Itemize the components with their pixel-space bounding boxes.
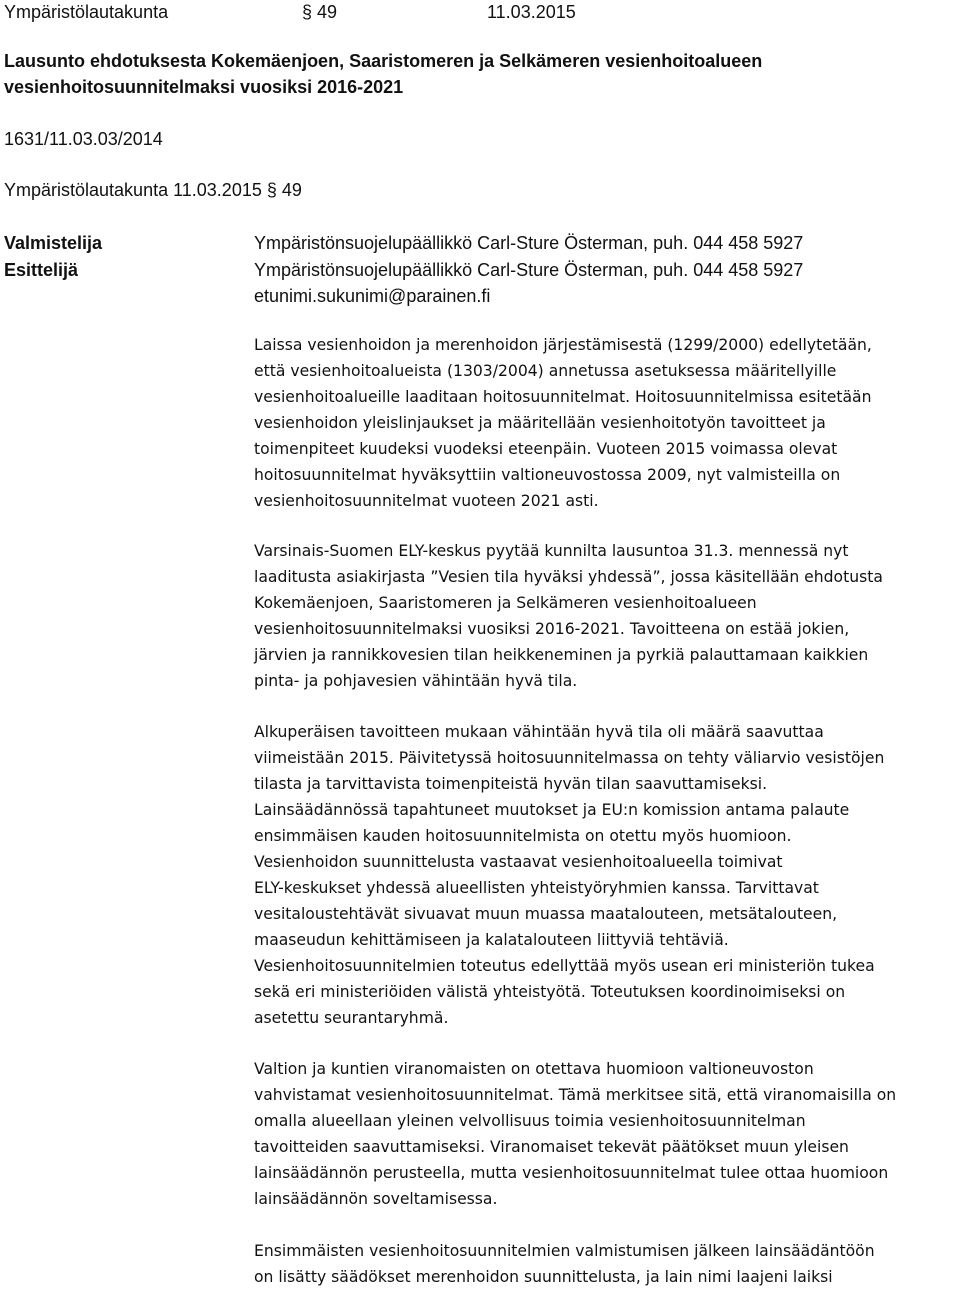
paragraph-line: vesitaloustehtävät sivuavat muun muassa maatalouteen, metsätalouteen, [254, 905, 838, 923]
preparer-value: Ympäristönsuojelupäällikkö Carl-Sture Österman, puh. 044 458 5927 [254, 233, 804, 253]
paragraph-line: vesienhoidon yleislinjaukset ja määritellään vesienhoitotyön tavoitteet ja [254, 414, 826, 432]
meeting-reference: Ympäristölautakunta 11.03.2015 § 49 [4, 180, 302, 200]
paragraph-line: tavoitteiden saavuttamiseksi. Viranomaiset tekevät päätökset muun yleisen [254, 1138, 849, 1156]
header-department: Ympäristölautakunta [4, 2, 169, 22]
paragraph-line: ELY-keskukset yhdessä alueellisten yhteistyöryhmien kanssa. Tarvittavat [254, 879, 819, 897]
paragraph-line: Kokemäenjoen, Saaristomeren ja Selkämeren vesienhoitoalueen [254, 594, 757, 612]
paragraph-line: Varsinais-Suomen ELY-keskus pyytää kunnilta lausuntoa 31.3. mennessä nyt [254, 542, 849, 560]
paragraph-5 [254, 1238, 958, 1290]
presenter-label: Esittelijä [4, 260, 79, 280]
contact-email: etunimi.sukunimi@parainen.fi [254, 286, 491, 306]
paragraph-line: lainsäädännön perusteella, mutta vesienhoitosuunnitelmat tulee ottaa huomioon [254, 1164, 889, 1182]
reference-number: 1631/11.03.03/2014 [4, 129, 163, 149]
paragraph-line: toimenpiteet kuudeksi vuodeksi eteenpäin. Vuoteen 2015 voimassa olevat [254, 440, 838, 458]
paragraph-line: Valtion ja kuntien viranomaisten on otettava huomioon valtioneuvoston [254, 1060, 814, 1078]
paragraph-3 [254, 719, 958, 1031]
paragraph-line: järvien ja rannikkovesien tilan heikkeneminen ja pyrkiä palauttamaan kaikkien [254, 646, 869, 664]
paragraph-line: vesienhoitoalueille laaditaan hoitosuunnitelmat. Hoitosuunnitelmissa esitetään [254, 388, 872, 406]
paragraph-line: laaditusta asiakirjasta ”Vesien tila hyväksi yhdessä”, jossa käsitellään ehdotusta [254, 568, 883, 586]
paragraph-line: ensimmäisen kauden hoitosuunnitelmista on otettu myös huomioon. [254, 827, 792, 845]
paragraph-line: vesienhoitosuunnitelmaksi vuosiksi 2016-2021. Tavoitteena on estää jokien, [254, 620, 850, 638]
paragraph-line: asetettu seurantaryhmä. [254, 1009, 449, 1027]
preparer-label: Valmistelija [4, 233, 103, 253]
paragraph-line: on lisätty säädökset merenhoidon suunnittelusta, ja lain nimi laajeni laiksi [254, 1268, 833, 1286]
paragraph-line: vesienhoitosuunnitelmat vuoteen 2021 asti. [254, 492, 599, 510]
paragraph-line: maaseudun kehittämiseen ja kalatalouteen liittyviä tehtäviä. [254, 931, 729, 949]
paragraph-1 [254, 332, 958, 514]
paragraph-line: Laissa vesienhoidon ja merenhoidon järjestämisestä (1299/2000) edellytetään, [254, 336, 872, 354]
paragraph-line: sekä eri ministeriöiden välistä yhteistyötä. Toteutuksen koordinoimiseksi on [254, 983, 846, 1001]
paragraph-2 [254, 538, 958, 694]
paragraph-line: omalla alueellaan yleinen velvollisuus toimia vesienhoitosuunnitelman [254, 1112, 806, 1130]
paragraph-line: vahvistamat vesienhoitosuunnitelmat. Tämä merkitsee sitä, että viranomaisilla on [254, 1086, 897, 1104]
header-section: § 49 [302, 2, 338, 22]
paragraph-line: lainsäädännön soveltamisessa. [254, 1190, 498, 1208]
paragraph-line: Ensimmäisten vesienhoitosuunnitelmien valmistumisen jälkeen lainsäädäntöön [254, 1242, 875, 1260]
paragraph-line: Alkuperäisen tavoitteen mukaan vähintään hyvä tila oli määrä saavuttaa [254, 723, 824, 741]
paragraph-line: Vesienhoitosuunnitelmien toteutus edellyttää myös usean eri ministeriön tukea [254, 957, 875, 975]
document-title-line-2: vesienhoitosuunnitelmaksi vuosiksi 2016-2021 [4, 77, 404, 97]
paragraph-line: hoitosuunnitelmat hyväksyttiin valtioneuvostossa 2009, nyt valmisteilla on [254, 466, 841, 484]
paragraph-line: viimeistään 2015. Päivitetyssä hoitosuunnitelmassa on tehty väliarvio vesistöjen [254, 749, 885, 767]
paragraph-4 [254, 1056, 958, 1212]
paragraph-line: Lainsäädännössä tapahtuneet muutokset ja EU:n komission antama palaute [254, 801, 850, 819]
paragraph-line: tilasta ja tarvittavista toimenpiteistä hyvän tilan saavuttamiseksi. [254, 775, 768, 793]
presenter-value: Ympäristönsuojelupäällikkö Carl-Sture Österman, puh. 044 458 5927 [254, 260, 804, 280]
paragraph-line: pinta- ja pohjavesien vähintään hyvä tila. [254, 672, 578, 690]
paragraph-line: Vesienhoidon suunnittelusta vastaavat vesienhoitoalueella toimivat [254, 853, 783, 871]
paragraph-line: että vesienhoitoalueista (1303/2004) annetussa asetuksessa määritellyille [254, 362, 837, 380]
header-date: 11.03.2015 [487, 2, 576, 22]
document-title-line-1: Lausunto ehdotuksesta Kokemäenjoen, Saaristomeren ja Selkämeren vesienhoitoalueen [4, 51, 763, 71]
